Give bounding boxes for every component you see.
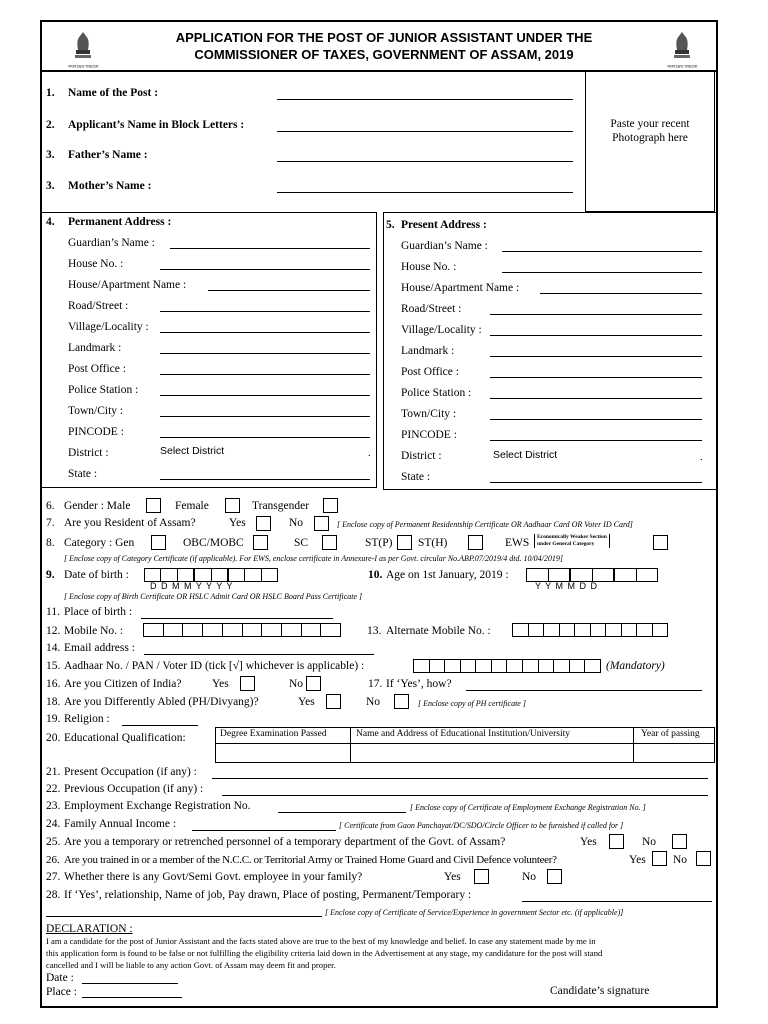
pres-field-input[interactable] [490,398,702,399]
pres-number: 5. [386,219,395,231]
emblem-right-text: সত্যমেব জয়তে [667,65,698,70]
q13-number: 13. [367,625,382,637]
q8-number: 8. [46,537,55,549]
pres-field-label: Road/Street : [401,303,462,315]
perm-field-label: Post Office : [68,363,126,375]
relation-label: If ‘Yes’, relationship, Name of job, Pay drawn, Place of posting, Permanent/Temporary : [64,889,472,901]
declaration-title: DECLARATION : [46,923,133,935]
category-label: Category : Gen [64,537,135,549]
resident-yes-checkbox[interactable] [256,516,271,531]
q3b-number: 3. [46,180,55,192]
education-label: Educational Qualification: [64,732,186,744]
q19-number: 19. [46,713,61,725]
pres-field-label: House No. : [401,261,457,273]
id-label: Aadhaar No. / PAN / Voter ID (tick [√] whichever is applicable) : [64,660,365,672]
dob-note: [ Enclose copy of Birth Certificate OR HSLC Admit Card OR HSLC Board Pass Certificate ] [64,592,363,601]
education-table-rule [215,743,715,744]
employment-reg-label: Employment Exchange Registration No. [64,800,251,812]
post-name-input[interactable] [277,99,573,100]
perm-field-label: Police Station : [68,384,139,396]
q17-number: 17. [368,678,383,690]
employment-reg-note: [ Enclose copy of Certificate of Employment Exchange Registration No. ] [410,803,646,812]
pres-field-input[interactable] [502,272,702,273]
pres-district-dot: . [700,452,703,463]
place-label: Place : [46,986,77,998]
pres-field-label: Post Office : [401,366,459,378]
resident-yes-label: Yes [229,517,246,529]
pres-field-input[interactable] [490,335,702,336]
employment-reg-input[interactable] [278,812,406,813]
resident-no-label: No [289,517,304,529]
citizen-how-label: If ‘Yes’, how? [386,678,452,690]
birthplace-label: Place of birth : [64,606,133,618]
ews-note-2: under General Category [537,541,595,547]
gender-male-checkbox[interactable] [146,498,161,513]
present-occupation-label: Present Occupation (if any) : [64,766,197,778]
transgender-label: Transgender [252,500,310,512]
perm-field-label: State : [68,468,98,480]
citizen-label: Are you Citizen of India? [64,678,182,690]
pres-field-label: House/Apartment Name : [401,282,520,294]
perm-field-input[interactable] [160,311,370,312]
perm-number: 4. [46,216,55,228]
pres-field-input[interactable] [490,314,702,315]
dob-format: D D M M Y Y Y Y [150,581,234,591]
ews-note-1: Economically Weaker Section [537,534,607,540]
gender-female-checkbox[interactable] [225,498,240,513]
q14-number: 14. [46,642,61,654]
pres-field-label: Town/City : [401,408,457,420]
q16-number: 16. [46,678,61,690]
declaration-line-2: this application form is found to be false or not fulfilling the eligibility criteria laid down in the Advertisement at any stage, my candidature for the post will stand [46,948,603,958]
pres-field-input[interactable] [490,440,702,441]
category-sc-checkbox[interactable] [322,535,337,550]
perm-district-select[interactable]: Select District [160,445,225,457]
perm-field-label: Village/Locality : [68,321,149,333]
pres-field-label: Guardian’s Name : [401,240,488,252]
alt-mobile-label: Alternate Mobile No. : [386,625,491,637]
govt-no-checkbox[interactable] [547,869,562,884]
date-input[interactable] [82,983,178,984]
pres-field-label: PINCODE : [401,429,457,441]
female-label: Female [175,500,209,512]
previous-occupation-input[interactable] [222,795,708,796]
place-input[interactable] [82,997,182,998]
date-label: Date : [46,972,74,984]
pres-field-input[interactable] [540,293,702,294]
citizen-how-input[interactable] [466,690,702,691]
ncc-yes-checkbox[interactable] [652,851,667,866]
perm-district-dot: . [368,448,371,459]
alt-mobile-cells[interactable] [512,623,668,637]
disabled-no-label: No [366,696,381,708]
category-stp-checkbox[interactable] [397,535,412,550]
category-sth-checkbox[interactable] [468,535,483,550]
father-name-input[interactable] [277,161,573,162]
perm-field-input[interactable] [160,479,370,480]
temp-no-label: No [642,836,657,848]
q2-number: 2. [46,119,55,131]
pres-field-label: Landmark : [401,345,455,357]
q3-number: 3. [46,149,55,161]
sth-label: ST(H) [418,537,448,549]
ncc-no-checkbox[interactable] [696,851,711,866]
present-address-title: Present Address : [401,219,487,231]
citizen-yes-label: Yes [212,678,229,690]
govt-yes-checkbox[interactable] [474,869,489,884]
category-ews-checkbox[interactable] [653,535,668,550]
religion-label: Religion : [64,713,110,725]
father-name-label: Father’s Name : [68,149,148,161]
disabled-note: [ Enclose copy of PH certificate ] [418,699,526,708]
religion-input[interactable] [122,725,198,726]
declaration-line-1: I am a candidate for the post of Junior Assistant and the facts stated above are true to the best of my knowledge and belief. In case any statement made by me in [46,936,596,946]
disabled-yes-label: Yes [298,696,315,708]
mandatory-label: (Mandatory) [606,660,665,672]
resident-note: [ Enclose copy of Permanent Residentship Certificate OR Aadhaar Card OR Voter ID Card] [337,520,633,529]
ncc-yes-label: Yes [629,854,646,866]
post-name-label: Name of the Post : [68,87,159,99]
pres-field-label: State : [401,471,431,483]
perm-field-input[interactable] [208,290,370,291]
mother-name-input[interactable] [277,192,573,193]
resident-label: Are you Resident of Assam? [64,517,196,529]
education-col-divider [633,727,634,763]
gender-transgender-checkbox[interactable] [323,498,338,513]
q10-number: 10. [368,569,383,581]
pres-field-label: District : [401,450,442,462]
edu-col-institution: Name and Address of Educational Institution/University [356,729,570,739]
income-note: [ Certificate from Gaon Panchayat/DC/SDO/Circle Officer to be furnished if called for ] [339,821,624,830]
q6-number: 6. [46,500,55,512]
perm-field-label: Town/City : [68,405,124,417]
q1-number: 1. [46,87,55,99]
govt-yes-label: Yes [444,871,461,883]
ncc-label: Are you trained in or a member of the N.C.C. or Territorial Army or Trained Home Guard and Civil Defence volunteer? [64,854,557,866]
income-input[interactable] [192,830,336,831]
temp-yes-label: Yes [580,836,597,848]
perm-field-label: House No. : [68,258,124,270]
applicant-name-label: Applicant’s Name in Block Letters : [68,119,245,131]
perm-field-label: Landmark : [68,342,122,354]
email-label: Email address : [64,642,135,654]
declaration-line-3: cancelled and I will be liable to any action Govt. of Assam may deem fit and proper. [46,960,336,970]
pres-field-input[interactable] [490,356,702,357]
disabled-no-checkbox[interactable] [394,694,409,709]
resident-no-checkbox[interactable] [314,516,329,531]
q12-number: 12. [46,625,61,637]
pres-district-select[interactable]: Select District [493,449,558,461]
perm-field-label: House/Apartment Name : [68,279,187,291]
q25-number: 25. [46,836,61,848]
permanent-address-title: Permanent Address : [68,216,172,228]
temp-no-checkbox[interactable] [672,834,687,849]
q27-number: 27. [46,871,61,883]
pres-field-input[interactable] [502,251,702,252]
age-cells[interactable] [526,568,658,582]
id-cells[interactable] [413,659,601,673]
income-label: Family Annual Income : [64,818,177,830]
photo-text: Paste your recent Photograph here [610,118,690,144]
perm-field-input[interactable] [160,437,370,438]
citizen-yes-checkbox[interactable] [240,676,255,691]
perm-field-label: Road/Street : [68,300,129,312]
ncc-no-label: No [673,854,688,866]
category-note: [ Enclose copy of Category Certificate (if applicable). For EWS, enclose certificate in Annexure-I as per Govt. circular No.ABP.07/2019/4 dtd. 10/04/2019] [64,554,564,563]
temp-yes-checkbox[interactable] [609,834,624,849]
perm-field-input[interactable] [160,269,370,270]
govt-employee-label: Whether there is any Govt/Semi Govt. employee in your family? [64,871,363,883]
perm-field-label: PINCODE : [68,426,124,438]
q22-number: 22. [46,783,61,795]
q20-number: 20. [46,732,61,744]
q24-number: 24. [46,818,61,830]
edu-col-year: Year of passing [641,729,700,739]
relation-input-2[interactable] [46,916,322,917]
email-input[interactable] [144,654,374,655]
pres-field-label: Police Station : [401,387,472,399]
citizen-no-label: No [289,678,304,690]
perm-field-label: Guardian’s Name : [68,237,155,249]
mobile-cells[interactable] [143,623,341,637]
perm-field-input[interactable] [160,416,370,417]
disabled-yes-checkbox[interactable] [326,694,341,709]
q26-number: 26. [46,854,60,866]
category-gen-checkbox[interactable] [151,535,166,550]
perm-field-input[interactable] [160,374,370,375]
citizen-no-checkbox[interactable] [306,676,321,691]
emblem-left-text: সত্যমেব জয়তে [68,65,99,70]
present-occupation-input[interactable] [212,778,708,779]
q15-number: 15. [46,660,61,672]
title-line-2: COMMISSIONER OF TAXES, GOVERNMENT OF ASSAM, 2019 [194,47,574,62]
q21-number: 21. [46,766,61,778]
perm-field-input[interactable] [170,248,370,249]
previous-occupation-label: Previous Occupation (if any) : [64,783,204,795]
mother-name-label: Mother’s Name : [68,180,152,192]
perm-field-input[interactable] [160,332,370,333]
title-line-1: APPLICATION FOR THE POST OF JUNIOR ASSISTANT UNDER THE [175,30,593,45]
perm-field-input[interactable] [160,353,370,354]
q18-number: 18. [46,696,61,708]
age-label: Age on 1st January, 2019 : [386,569,509,581]
q9-number: 9. [46,569,55,581]
q11-number: 11. [46,606,60,618]
birthplace-input[interactable] [141,618,333,619]
pres-field-label: Village/Locality : [401,324,482,336]
temp-personnel-label: Are you a temporary or retrenched personnel of a temporary department of the Govt. of Assam? [64,836,506,848]
pres-field-input[interactable] [490,419,702,420]
category-obc-checkbox[interactable] [253,535,268,550]
edu-col-degree: Degree Examination Passed [220,729,327,739]
applicant-name-input[interactable] [277,131,573,132]
ews-label: EWS [505,537,530,549]
education-col-divider [350,727,351,763]
q7-number: 7. [46,517,55,529]
dob-cells[interactable] [144,568,278,582]
perm-field-label: District : [68,447,109,459]
perm-field-input[interactable] [160,395,370,396]
dob-label: Date of birth : [64,569,129,581]
q28-number: 28. [46,889,61,901]
age-format: Y Y M M D D [535,581,599,591]
obc-label: OBC/MOBC [183,537,244,549]
relation-input[interactable] [522,901,712,902]
stp-label: ST(P) [365,537,393,549]
govt-no-label: No [522,871,537,883]
gender-label: Gender : Male [64,500,131,512]
relation-note: [ Enclose copy of Certificate of Service/Experience in government Sector etc. (if applicable)] [325,908,624,917]
q23-number: 23. [46,800,61,812]
signature-label: Candidate’s signature [550,985,650,997]
ews-note [534,534,610,548]
pres-field-input[interactable] [490,377,702,378]
sc-label: SC [294,537,309,549]
pres-field-input[interactable] [490,482,702,483]
disabled-label: Are you Differently Abled (PH/Divyang)? [64,696,259,708]
mobile-label: Mobile No. : [64,625,124,637]
